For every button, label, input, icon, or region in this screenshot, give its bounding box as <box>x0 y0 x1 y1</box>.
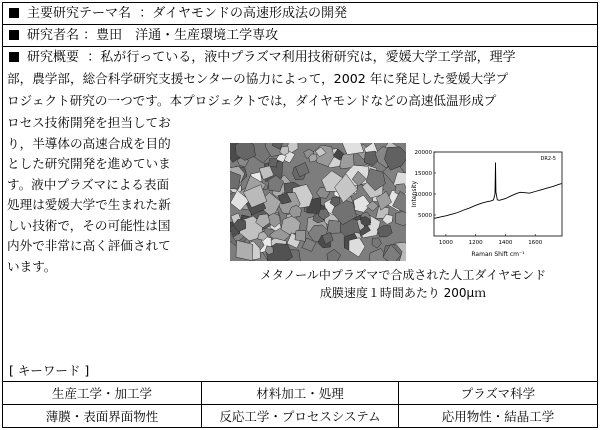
overview-left-line: とした研究開発を進めていま <box>7 156 171 171</box>
keyword-cell: 反応工学・プロセスシステム <box>201 404 399 427</box>
keywords-label: [ キーワード ] <box>9 363 90 378</box>
raman-x-tick-label: 1600 <box>528 240 543 246</box>
raman-x-tick-label: 1400 <box>498 240 513 246</box>
sem-crystal-facet <box>349 238 365 257</box>
raman-y-tick-label: 10000 <box>414 192 432 198</box>
overview-row <box>3 47 597 68</box>
sem-crystal-graphic <box>230 143 406 261</box>
sem-crystal-facet <box>396 211 406 226</box>
keyword-cell: 材料加工・処理 <box>201 381 399 404</box>
raman-y-tick-label: 5000 <box>418 213 432 219</box>
overview-left-line: 処理は愛媛大学で生まれた新 <box>7 197 171 212</box>
document-frame <box>2 2 598 428</box>
sem-crystal-facet <box>377 226 392 237</box>
square-bullet-icon <box>9 8 19 18</box>
overview-left-column <box>7 113 171 277</box>
sem-crystal-facet <box>354 195 371 212</box>
raman-spectrum-chart <box>410 146 566 260</box>
keywords-table <box>3 381 597 429</box>
raman-x-tick-label: 1000 <box>438 240 453 246</box>
researcher-row <box>3 25 597 47</box>
sem-crystal-facet <box>372 238 382 248</box>
raman-legend-label: DR2-5 <box>540 156 556 162</box>
keyword-cell: 応用物性・結晶工学 <box>399 404 597 427</box>
overview-line-3: ロジェクト研究の一つです。本プロジェクトでは，ダイヤモンドなどの高速低温形成プ <box>7 93 497 108</box>
keyword-cell: 生産工学・加工学 <box>3 381 201 404</box>
square-bullet-icon <box>9 30 19 40</box>
keyword-cell: プラズマ科学 <box>399 381 597 404</box>
theme-row <box>3 3 597 25</box>
keyword-cell: 薄膜・表面界面物性 <box>3 404 201 427</box>
overview-left-line: 内外で非常に高く評価されて <box>7 238 171 253</box>
figure-caption-line-1: メタノール中プラズマで合成された人工ダイヤモンド <box>259 268 547 282</box>
overview-left-line: り，半導体の高速合成を目的 <box>7 135 171 151</box>
theme-value: ：ダイヤモンドの高速形成法の開発 <box>139 6 348 21</box>
overview-left-line: しい技術で，その可能性は国 <box>7 217 171 233</box>
theme-label: 主要研究テーマ名 <box>27 6 132 21</box>
overview-label: 研究概要 <box>27 50 80 65</box>
overview-left-line: ロセス技術開発を担当してお <box>7 115 171 130</box>
sem-crystal-facet <box>327 249 341 261</box>
overview-left-line: す。液中プラズマによる表面 <box>7 176 170 192</box>
raman-plot-area <box>434 152 562 236</box>
researcher-value: ：豊田 洋通・生産環境工学専攻 <box>83 28 279 43</box>
raman-x-tick-label: 1200 <box>468 240 483 246</box>
raman-x-axis-label: Raman Shift cm⁻¹ <box>471 251 525 258</box>
overview-left-line: います。 <box>7 258 57 274</box>
raman-y-tick-label: 15000 <box>414 171 432 177</box>
diamond-sem-image <box>230 143 406 261</box>
overview-line-1: ：私が行っている，液中プラズマ利用技術研究は，愛媛大学工学部，理学 <box>87 50 516 65</box>
researcher-label: 研究者名 <box>27 28 80 43</box>
overview-line-2: 部，農学部，総合科学研究支援センターの協力によって，2002 年に発足した愛媛大学プ <box>7 71 509 86</box>
square-bullet-icon <box>9 52 19 62</box>
raman-y-tick-label: 20000 <box>414 150 432 156</box>
raman-y-axis-label: Intensity <box>411 180 418 208</box>
sem-crystal-facet <box>327 220 341 234</box>
sem-crystal-facet <box>295 231 306 242</box>
figure-caption-line-2: 成膜速度１時間あたり 200μｍ <box>319 286 487 300</box>
